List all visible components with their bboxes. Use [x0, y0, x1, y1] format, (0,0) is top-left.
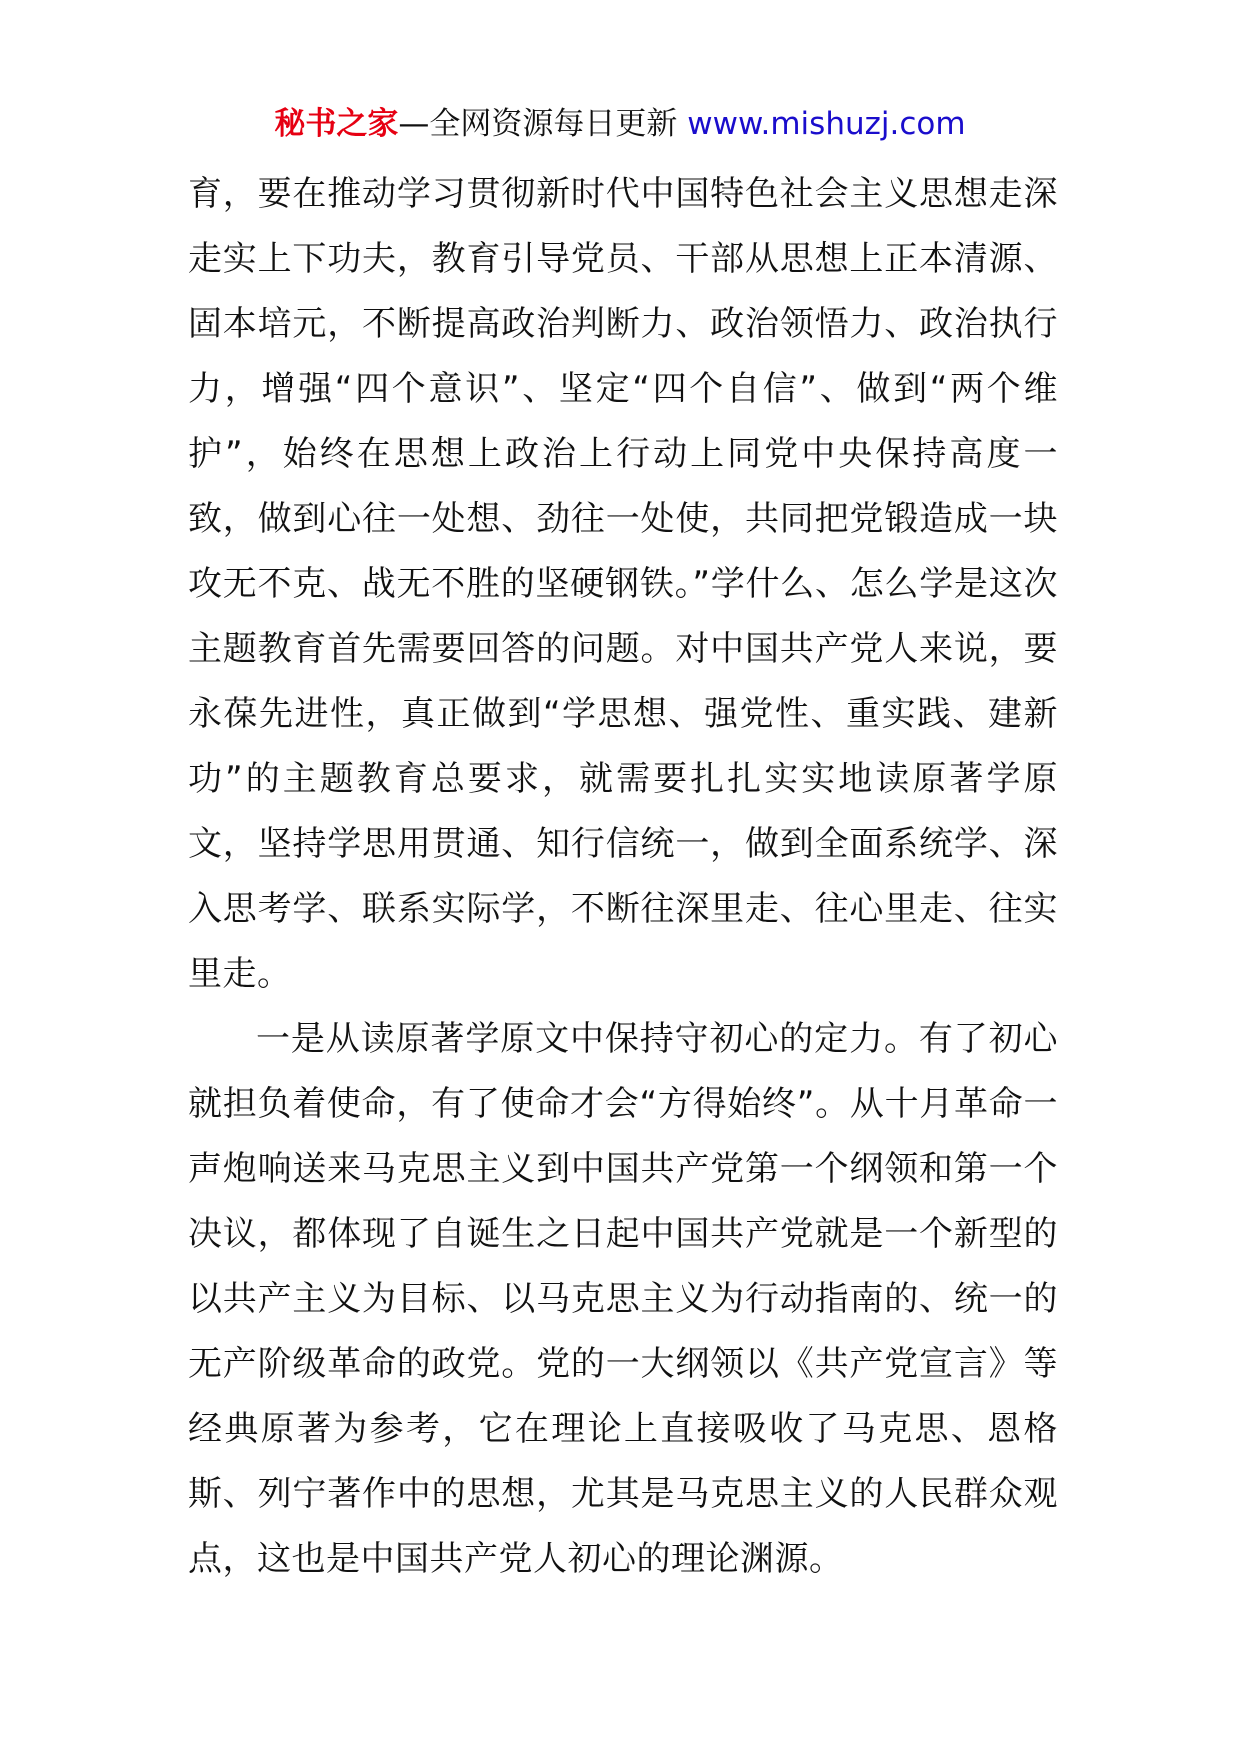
- body-paragraph-2: 一是从读原著学原文中保持守初心的定力。有了初心就担负着使命，有了使命才会“方得始终”。从十月革命一声炮响送来马克思主义到中国共产党第一个纲领和第一个决议，都体现了自诞生之日起中国共产党就是一个新型的以共产主义为目标、以马克思主义为行动指南的、统一的无产阶级革命的政党。党的一大纲领以《共产党宣言》等经典原著为参考，它在理论上直接吸收了马克思、恩格斯、列宁著作中的思想，尤其是马克思主义的人民群众观点，这也是中国共产党人初心的理论渊源。: [188, 1019, 1058, 1579]
- document-body: [188, 162, 1058, 1592]
- body-paragraph-1: 育，要在推动学习贯彻新时代中国特色社会主义思想走深走实上下功夫，教育引导党员、干部从思想上正本清源、固本培元，不断提高政治判断力、政治领悟力、政治执行力，增强“四个意识”、坚定“四个自信”、做到“两个维护”，始终在思想上政治上行动上同党中央保持高度一致，做到心往一处想、劲往一处使，共同把党锻造成一块攻无不克、战无不胜的坚硬钢铁。”学什么、怎么学是这次主题教育首先需要回答的问题。对中国共产党人来说，要永葆先进性，真正做到“学思想、强党性、重实践、建新功”的主题教育总要求，就需要扎扎实实地读原著学原文，坚持学思用贯通、知行信统一，做到全面系统学、深入思考学、联系实际学，不断往深里走、往心里走、往实里走。: [188, 174, 1058, 994]
- header-brand: 秘书之家: [274, 106, 399, 142]
- header-slogan: —全网资源每日更新: [398, 106, 678, 142]
- header-url-link[interactable]: www.mishuzj.com: [687, 106, 966, 142]
- page-header: [0, 102, 1240, 146]
